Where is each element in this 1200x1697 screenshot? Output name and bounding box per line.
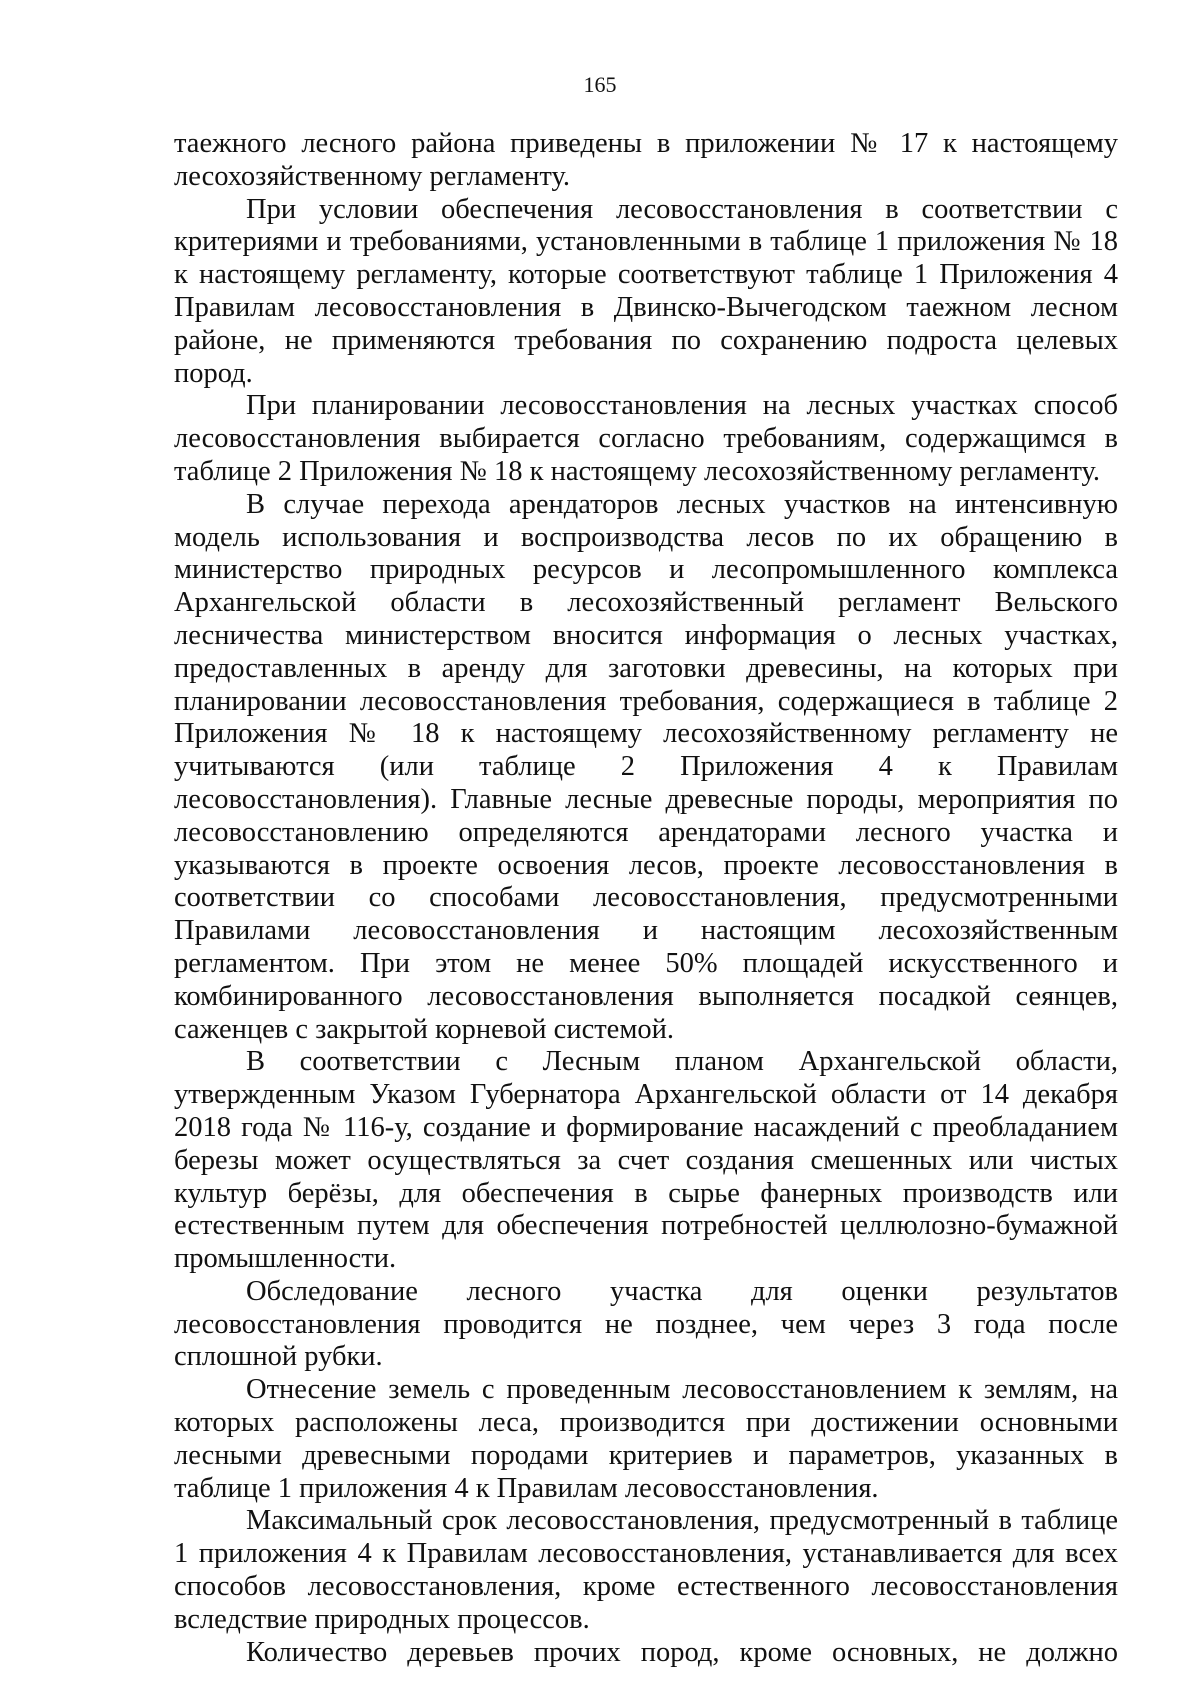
- document-body: [174, 128, 1118, 1669]
- paragraph: При планировании лесовосстановления на лесных участках способ лесовосстановления выбирается согласно требованиям, содержащимся в таблице 2 Приложения № 18 к настоящему лесохозяйственному регламенту.: [174, 390, 1118, 487]
- paragraph: Максимальный срок лесовосстановления, предусмотренный в таблице 1 приложения 4 к Правилам лесовосстановления, устанавливается для всех способов лесовосстановления, кроме естественного лесовосстановления вследствие природных процессов.: [174, 1505, 1118, 1635]
- paragraph: В соответствии с Лесным планом Архангельской области, утвержденным Указом Губернатора Архангельской области от 14 декабря 2018 года № 116-у, создание и формирование насаждений с преобладанием березы может осуществляться за счет создания смешенных или чистых культур берёзы, для обеспечения в сырье фанерных производств или естественным путем для обеспечения потребностей целлюлозно-бумажной промышленности.: [174, 1046, 1118, 1275]
- paragraph: В случае перехода арендаторов лесных участков на интенсивную модель использования и воспроизводства лесов по их обращению в министерство природных ресурсов и лесопромышленного комплекса Архангельской области в лесохозяйственный регламент Вельского лесничества министерством вносится информация о лесных участках, предоставленных в аренду для заготовки древесины, на которых при планировании лесовосстановления требования, содержащиеся в таблице 2 Приложения № 18 к настоящему лесохозяйственному регламенту не учитываются (или таблице 2 Приложения 4 к Правилам лесовосстановления). Главные лесные древесные породы, мероприятия по лесовосстановлению определяются арендаторами лесного участка и указываются в проекте освоения лесов, проекте лесовосстановления в соответствии со способами лесовосстановления, предусмотренными Правилами лесовосстановления и настоящим лесохозяйственным регламентом. При этом не менее 50% площадей искусственного и комбинированного лесовосстановления выполняется посадкой сеянцев, саженцев с закрытой корневой системой.: [174, 488, 1118, 1045]
- paragraph: Обследование лесного участка для оценки результатов лесовосстановления проводится не позднее, чем через 3 года после сплошной рубки.: [174, 1275, 1118, 1373]
- page-number: 165: [583, 72, 617, 97]
- paragraph: При условии обеспечения лесовосстановления в соответствии с критериями и требованиями, установленными в таблице 1 приложения № 18 к настоящему регламенту, которые соответствуют таблице 1 Приложения 4 Правилам лесовосстановления в Двинско-Вычегодском таежном лесном районе, не применяются требования по сохранению подроста целевых пород.: [174, 193, 1118, 389]
- paragraph: Отнесение земель с проведенным лесовосстановлением к землям, на которых расположены леса, производится при достижении основными лесными древесными породами критериев и параметров, указанных в таблице 1 приложения 4 к Правилам лесовосстановления.: [174, 1374, 1118, 1504]
- paragraph: таежного лесного района приведены в приложении № 17 к настоящему лесохозяйственному регламенту.: [174, 128, 1118, 192]
- paragraph: Количество деревьев прочих пород, кроме основных, не должно: [246, 1636, 1118, 1668]
